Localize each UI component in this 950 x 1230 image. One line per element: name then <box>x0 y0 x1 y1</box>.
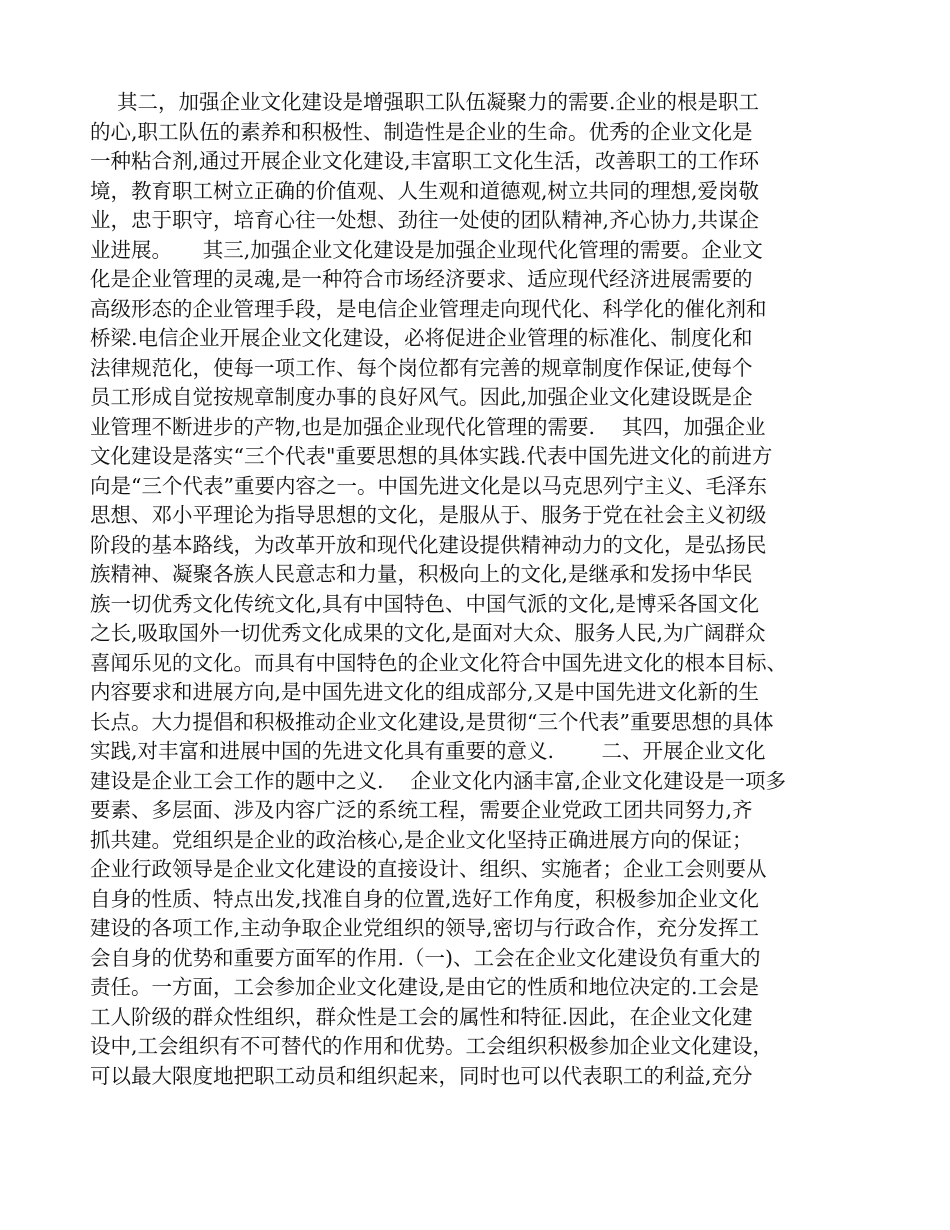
text-line: 业，忠于职守，培育心往一处想、劲往一处使的团队精神,齐心协力,共谋企 <box>90 208 760 232</box>
text-line: 抓共建。党组织是企业的政治核心,是企业文化坚持正确进展方向的保证； <box>90 827 753 852</box>
text-line: 会自身的优势和重要方面军的作用.（一)、工会在企业文化建设负有重大的 <box>90 945 761 970</box>
text-line: 化是企业管理的灵魂,是一种符合市场经济要求、适应现代经济进展需要的 <box>90 267 753 291</box>
text-line: 员工形成自觉按规章制度办事的良好风气。因此,加强企业文化建设既是企 <box>90 385 753 409</box>
text-line: 阶段的基本路线，为改革开放和现代化建设提供精神动力的文化，是弘扬民 <box>90 532 767 557</box>
text-line: 长点。大力提倡和积极推动企业文化建设,是贯彻“三个代表”重要思想的具体 <box>90 709 774 734</box>
text-line: 境，教育职工树立正确的价值观、人生观和道德观,树立共同的理想,爱岗敬 <box>90 178 760 203</box>
text-line: 责任。一方面，工会参加企业文化建设,是由它的性质和地位决定的.工会是 <box>90 975 760 999</box>
text-line: 一种粘合剂,通过开展企业文化建设,丰富职工文化生活，改善职工的工作环 <box>90 149 760 173</box>
text-line: 高级形态的企业管理手段，是电信企业管理走向现代化、科学化的催化剂和 <box>90 296 767 321</box>
text-line: 设中,工会组织有不可替代的作用和优势。工会组织积极参加企业文化建设， <box>90 1034 774 1058</box>
text-line: 思想、邓小平理论为指导思想的文化，是服从于、服务于党在社会主义初级 <box>90 503 767 527</box>
text-line: 其二，加强企业文化建设是增强职工队伍凝聚力的需要.企业的根是职工 <box>90 90 760 114</box>
text-line: 业进展。 其三,加强企业文化建设是加强企业现代化管理的需要。企业文 <box>90 237 763 262</box>
text-line: 族精神、凝聚各族人民意志和力量，积极向上的文化,是继承和发扬中华民 <box>90 562 753 586</box>
text-line: 之长,吸取国外一切优秀文化成果的文化,是面对大众、服务人民,为广阔群众 <box>90 621 766 645</box>
text-line: 企业行政领导是企业文化建设的直接设计、组织、实施者；企业工会则要从 <box>90 857 767 881</box>
text-line: 族一切优秀文化传统文化,具有中国特色、中国气派的文化,是博采各国文化 <box>90 591 760 616</box>
text-line: 工人阶级的群众性组织，群众性是工会的属性和特征.因此，在企业文化建 <box>90 1004 753 1029</box>
body-text <box>90 88 880 1091</box>
text-line: 桥梁.电信企业开展企业文化建设，必将促进企业管理的标准化、制度化和 <box>90 326 753 350</box>
text-line: 自身的性质、特点出发,找准自身的位置,选好工作角度，积极参加企业文化 <box>90 886 760 911</box>
text-line: 法律规范化，使每一项工作、每个岗位都有完善的规章制度作保证,使每个 <box>90 355 753 380</box>
text-line: 要素、多层面、涉及内容广泛的系统工程，需要企业党政工团共同努力,齐 <box>90 798 753 822</box>
text-line: 向是“三个代表”重要内容之一。中国先进文化是以马克思列宁主义、毛泽东 <box>90 473 767 498</box>
text-line: 可以最大限度地把职工动员和组织起来，同时也可以代表职工的利益,充分 <box>90 1063 753 1088</box>
text-line: 实践,对丰富和进展中国的先进文化具有重要的意义. 二、开展企业文化 <box>90 739 766 763</box>
text-line: 喜闻乐见的文化。而具有中国特色的企业文化符合中国先进文化的根本目标、 <box>90 650 787 675</box>
text-line: 业管理不断进步的产物,也是加强企业现代化管理的需要. 其四，加强企业 <box>90 414 766 439</box>
text-line: 的心,职工队伍的素养和积极性、制造性是企业的生命。优秀的企业文化是 <box>90 119 753 144</box>
text-line: 内容要求和进展方向,是中国先进文化的组成部分,又是中国先进文化新的生 <box>90 680 760 704</box>
text-line: 建设是企业工会工作的题中之义. 企业文化内涵丰富,企业文化建设是一项多 <box>90 768 787 793</box>
text-line: 文化建设是落实“三个代表"重要思想的具体实践.代表中国先进文化的前进方 <box>90 444 773 468</box>
text-line: 建设的各项工作,主动争取企业党组织的领导,密切与行政合作，充分发挥工 <box>90 916 760 940</box>
